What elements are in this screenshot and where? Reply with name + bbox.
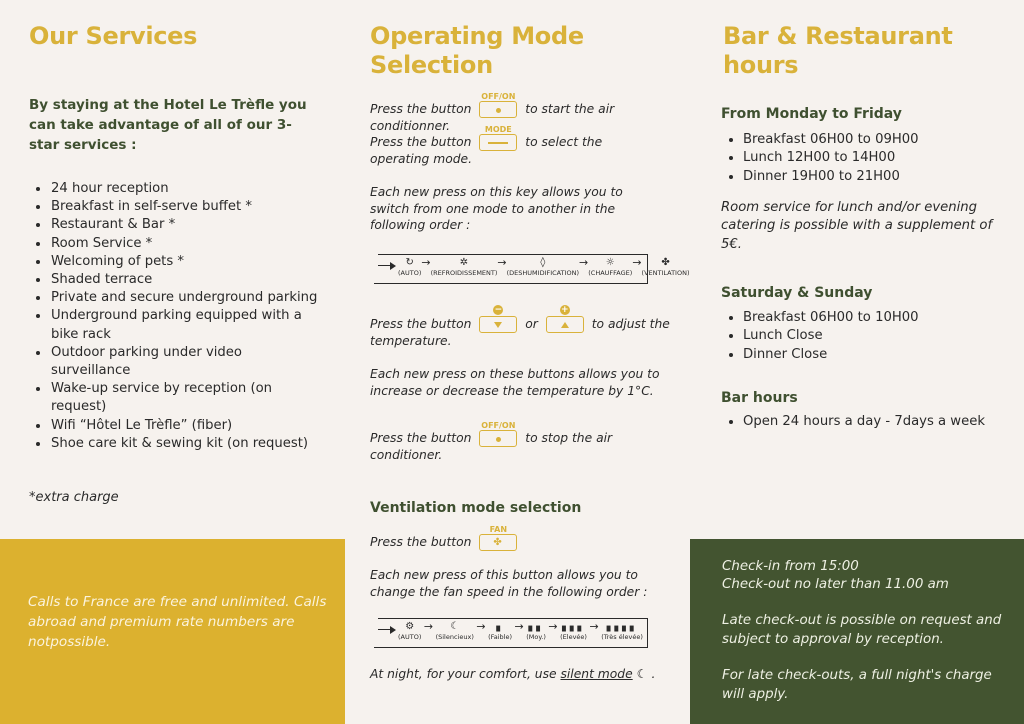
list-item: Shaded terrace: [51, 271, 321, 289]
mode-label: (VENTILATION): [641, 269, 690, 277]
arrow-right-icon: →: [476, 620, 486, 633]
arrow-right-icon: →: [514, 620, 524, 633]
fan-speed-label: (AUTO): [398, 633, 422, 641]
calls-note: Calls to France are free and unlimited. Calls abroad and premium rate numbers are notpossible.: [28, 594, 327, 650]
list-item: Wake-up service by reception (on request): [51, 380, 321, 416]
speed-bars-icon: ▖: [496, 621, 504, 632]
fan-speed-label: (Très élevée): [601, 633, 643, 641]
fan-high: [560, 621, 587, 641]
bar-restaurant-title: Bar & Restaurant hours: [723, 22, 953, 79]
dry-mode-icon: ◊: [540, 257, 546, 268]
instruction-text: Press the button: [370, 135, 472, 149]
mode-order-text: Each new press on this key allows you to switch from one mode to another in the following order :: [370, 185, 623, 232]
services-intro: By staying at the Hotel Le Trèfle you can take advantage of all of our 3-star services :: [29, 97, 307, 153]
mode-label: (CHAUFFAGE): [588, 269, 633, 277]
fan-speed-label: (Moy.): [526, 633, 546, 641]
silent-mode-text: silent mode: [560, 667, 633, 681]
list-item: Welcoming of pets *: [51, 253, 321, 271]
instruction-text: to start the air conditionner.: [370, 102, 615, 133]
mode-label: (REFROIDISSEMENT): [430, 269, 498, 277]
fan-sequence: [378, 618, 648, 648]
night-tip-text: At night, for your comfort, use: [370, 667, 557, 681]
instruction-text: to adjust the temperature.: [370, 317, 670, 348]
night-tip: [370, 666, 660, 683]
arrow-right-icon: →: [497, 256, 507, 269]
instruction-text: Press the button: [370, 535, 472, 549]
fan-label: FAN: [489, 525, 508, 534]
instruction-text: Press the button: [370, 102, 472, 116]
power-dot-icon: [496, 437, 501, 442]
silent-icon: ☾: [636, 667, 648, 681]
services-list: [51, 180, 321, 453]
arrow-right-icon: →: [632, 256, 642, 269]
mode-fan: [642, 257, 690, 277]
checkout-text: Check-out no later than 11.00 am: [722, 577, 949, 592]
room-service-note: Room service for lunch and/or evening catering is possible with a supplement of 5€.: [721, 200, 993, 252]
weekday-hours-list: [743, 131, 919, 186]
onoff-button-icon: [479, 421, 517, 447]
fan-very-high: [601, 621, 643, 641]
services-title: Our Services: [29, 22, 198, 50]
calls-panel: [0, 539, 345, 724]
heat-mode-icon: ☼: [605, 257, 615, 268]
arrow-right-icon: →: [589, 620, 599, 633]
speed-bars-icon: ▖▖▖▖: [606, 621, 638, 632]
arrow-right-icon: →: [548, 620, 558, 633]
fan-mode-icon: ✤: [661, 257, 670, 268]
minus-button-icon: [479, 305, 517, 333]
mode-button-icon: [479, 125, 517, 151]
list-item: 24 hour reception: [51, 180, 321, 198]
fan-speed-label: (Faible): [488, 633, 513, 641]
arrow-right-icon: →: [423, 620, 434, 633]
checkin-text: Check-in from 15:00: [722, 559, 859, 574]
list-item: Dinner 19H00 to 21H00: [743, 168, 919, 186]
weekend-hours-list: [743, 309, 919, 364]
temperature-instruction: [370, 305, 670, 350]
mode-cool: [431, 257, 498, 277]
cool-mode-icon: ✲: [459, 257, 469, 268]
mode-auto: [398, 257, 421, 277]
arrow-right-icon: [390, 626, 396, 634]
onoff-label: OFF/ON: [481, 421, 516, 430]
silent-icon: ☾: [450, 621, 460, 632]
mode-heat: [588, 257, 632, 277]
operating-title: Operating Mode Selection: [370, 22, 584, 79]
arrow-right-icon: [390, 262, 396, 270]
list-item: Open 24 hours a day - 7days a week: [743, 413, 985, 431]
mode-label: (AUTO): [398, 269, 422, 277]
list-item: Shoe care kit & sewing kit (on request): [51, 435, 321, 453]
power-dot-icon: [496, 108, 501, 113]
list-item: Private and secure underground parking: [51, 289, 321, 307]
triangle-up-icon: [561, 322, 569, 328]
list-item: Breakfast 06H00 to 10H00: [743, 309, 919, 327]
mode-instruction: [370, 125, 660, 168]
extra-charge-note: *extra charge: [29, 490, 119, 505]
arrow-right-icon: →: [579, 256, 589, 269]
list-item: Wifi “Hôtel Le Trèfle” (fiber): [51, 417, 321, 435]
mode-dry: [507, 257, 579, 277]
fan-icon: ✤: [493, 537, 502, 548]
fan-sequence-items: [398, 621, 643, 641]
fan-button-icon: [479, 525, 517, 551]
services-column: [0, 0, 345, 724]
fan-order-text: Each new press of this button allows you to change the fan speed in the following order :: [370, 568, 648, 599]
auto-mode-icon: ↻: [405, 257, 414, 268]
mode-label: (DESHUMIDIFICATION): [506, 269, 580, 277]
mode-label: MODE: [484, 125, 512, 134]
plus-icon: +: [561, 305, 569, 315]
mode-sequence-items: [398, 256, 690, 277]
instruction-text: to select the operating mode.: [370, 135, 603, 166]
fan-silent: [436, 621, 474, 641]
late-charge-text: For late check-outs, a full night's charge will apply.: [722, 668, 992, 702]
list-item: Room Service *: [51, 235, 321, 253]
fan-low: [488, 621, 512, 641]
list-item: Outdoor parking under video surveillance: [51, 344, 321, 380]
instruction-text: Press the button: [370, 431, 472, 445]
night-tip-suffix: .: [651, 667, 656, 681]
bar-restaurant-column: [690, 0, 1024, 724]
or-text: or: [525, 317, 538, 331]
arrow-right-icon: →: [421, 256, 431, 269]
weekday-title: From Monday to Friday: [721, 106, 902, 122]
bar-hours-list: [743, 413, 985, 431]
onoff-button-icon: [479, 92, 517, 118]
fan-speed-label: (Silencieux): [435, 633, 474, 641]
operating-column: [345, 0, 690, 724]
speed-bars-icon: ▖▖: [528, 621, 544, 632]
minus-icon: −: [494, 305, 503, 315]
temperature-step-text: Each new press on these buttons allows you to increase or decrease the temperature by 1°C.: [370, 367, 660, 398]
list-item: Lunch 12H00 to 14H00: [743, 149, 919, 167]
mode-bar-icon: [488, 142, 508, 144]
list-item: Breakfast 06H00 to 09H00: [743, 131, 919, 149]
weekend-title: Saturday & Sunday: [721, 285, 873, 301]
ventilation-title: Ventilation mode selection: [370, 500, 582, 516]
fan-speed-label: (Elevée): [560, 633, 587, 641]
list-item: Lunch Close: [743, 327, 919, 345]
fan-auto-icon: ⚙: [405, 621, 415, 632]
fan-auto: [398, 621, 421, 641]
stop-instruction: [370, 421, 660, 464]
plus-button-icon: [546, 305, 584, 333]
list-item: Breakfast in self-serve buffet *: [51, 198, 321, 216]
list-item: Dinner Close: [743, 346, 919, 364]
mode-sequence: [378, 254, 690, 284]
list-item: Restaurant & Bar *: [51, 216, 321, 234]
speed-bars-icon: ▖▖▖: [562, 621, 586, 632]
instruction-text: to stop the air conditioner.: [370, 431, 613, 462]
instruction-text: Press the button: [370, 317, 472, 331]
fan-medium: [526, 621, 546, 641]
list-item: Underground parking equipped with a bike rack: [51, 307, 321, 343]
onoff-label: OFF/ON: [481, 92, 516, 101]
bar-hours-title: Bar hours: [721, 390, 798, 406]
late-checkout-text: Late check-out is possible on request and subject to approval by reception.: [722, 613, 1002, 647]
fan-instruction: [370, 525, 660, 551]
triangle-down-icon: [494, 322, 502, 328]
checkin-panel: [690, 539, 1024, 724]
